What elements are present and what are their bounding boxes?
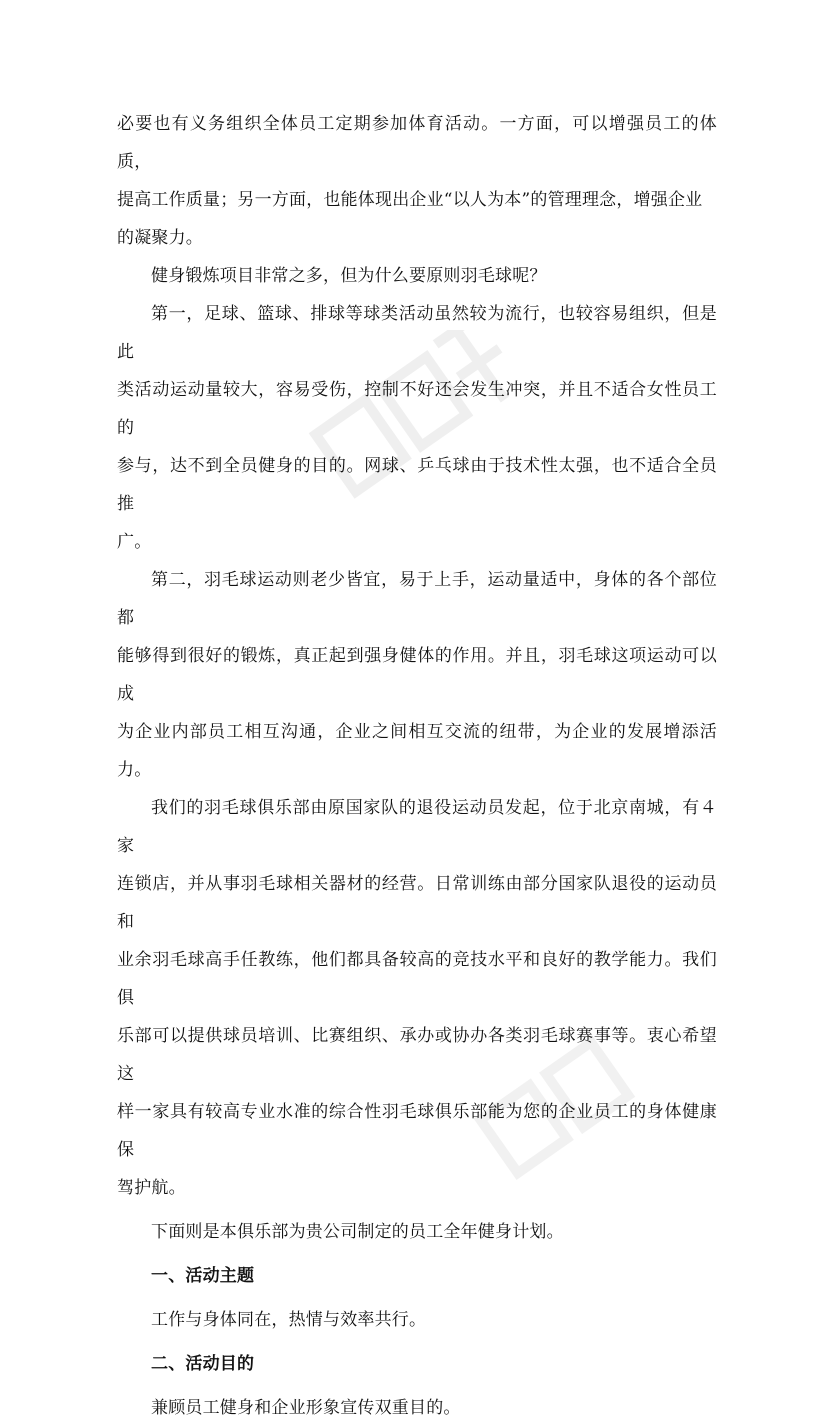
text-line: 为企业内部员工相互沟通，企业之间相互交流的纽带，为企业的发展增添活力。 xyxy=(117,722,717,780)
paragraph-first-reason xyxy=(117,295,717,561)
text-line: 下面则是本俱乐部为贵公司制定的员工全年健身计划。 xyxy=(151,1222,564,1242)
text-line: 第一，足球、篮球、排球等球类活动虽然较为流行，也较容易组织，但是此 xyxy=(117,304,717,362)
text-line: 连锁店，并从事羽毛球相关器材的经营。日常训练由部分国家队退役的运动员和 xyxy=(117,874,717,932)
text-line: 必要也有义务组织全体员工定期参加体育活动。一方面，可以增强员工的体质， xyxy=(117,114,717,172)
text-line: 业余羽毛球高手任教练，他们都具备较高的竞技水平和良好的教学能力。我们俱 xyxy=(117,950,717,1008)
text-line: 广。 xyxy=(117,532,152,552)
text-line: 乐部可以提供球员培训、比赛组织、承办或协办各类羽毛球赛事等。衷心希望这 xyxy=(117,1026,717,1084)
text-line: 健身锻炼项目非常之多，但为什么要原则羽毛球呢？ xyxy=(151,266,547,286)
text-line: 第二，羽毛球运动则老少皆宜，易于上手，运动量适中，身体的各个部位都 xyxy=(117,570,717,628)
paragraph-plan-intro xyxy=(117,1213,717,1251)
paragraph-club-intro xyxy=(117,789,717,1207)
text-line: 驾护航。 xyxy=(117,1178,186,1198)
text-line: 类活动运动量较大，容易受伤，控制不好还会发生冲突，并且不适合女性员工的 xyxy=(117,380,717,438)
section-heading-theme: 一、活动主题 xyxy=(151,1266,255,1286)
text-line: 提高工作质量；另一方面，也能体现出企业“以人为本”的管理理念，增强企业 xyxy=(117,190,703,210)
text-line: 参与，达不到全员健身的目的。网球、乒乓球由于技术性太强，也不适合全员推 xyxy=(117,456,717,514)
section-body-theme: 工作与身体同在，热情与效率共行。 xyxy=(151,1310,427,1330)
text-line: 我们的羽毛球俱乐部由原国家队的退役运动员发起，位于北京南城，有４家 xyxy=(117,798,717,856)
paragraph-second-reason xyxy=(117,561,717,789)
paragraph-question xyxy=(117,257,717,295)
document-body xyxy=(117,105,717,1427)
text-line: 样一家具有较高专业水准的综合性羽毛球俱乐部能为您的企业员工的身体健康保 xyxy=(117,1102,717,1160)
paragraph-continuation xyxy=(117,105,717,257)
section-heading-purpose: 二、活动目的 xyxy=(151,1354,255,1374)
section-body-purpose: 兼顾员工健身和企业形象宣传双重目的。 xyxy=(151,1398,461,1418)
text-line: 能够得到很好的锻炼，真正起到强身健体的作用。并且，羽毛球这项运动可以成 xyxy=(117,646,717,704)
text-line: 的凝聚力。 xyxy=(117,228,203,248)
